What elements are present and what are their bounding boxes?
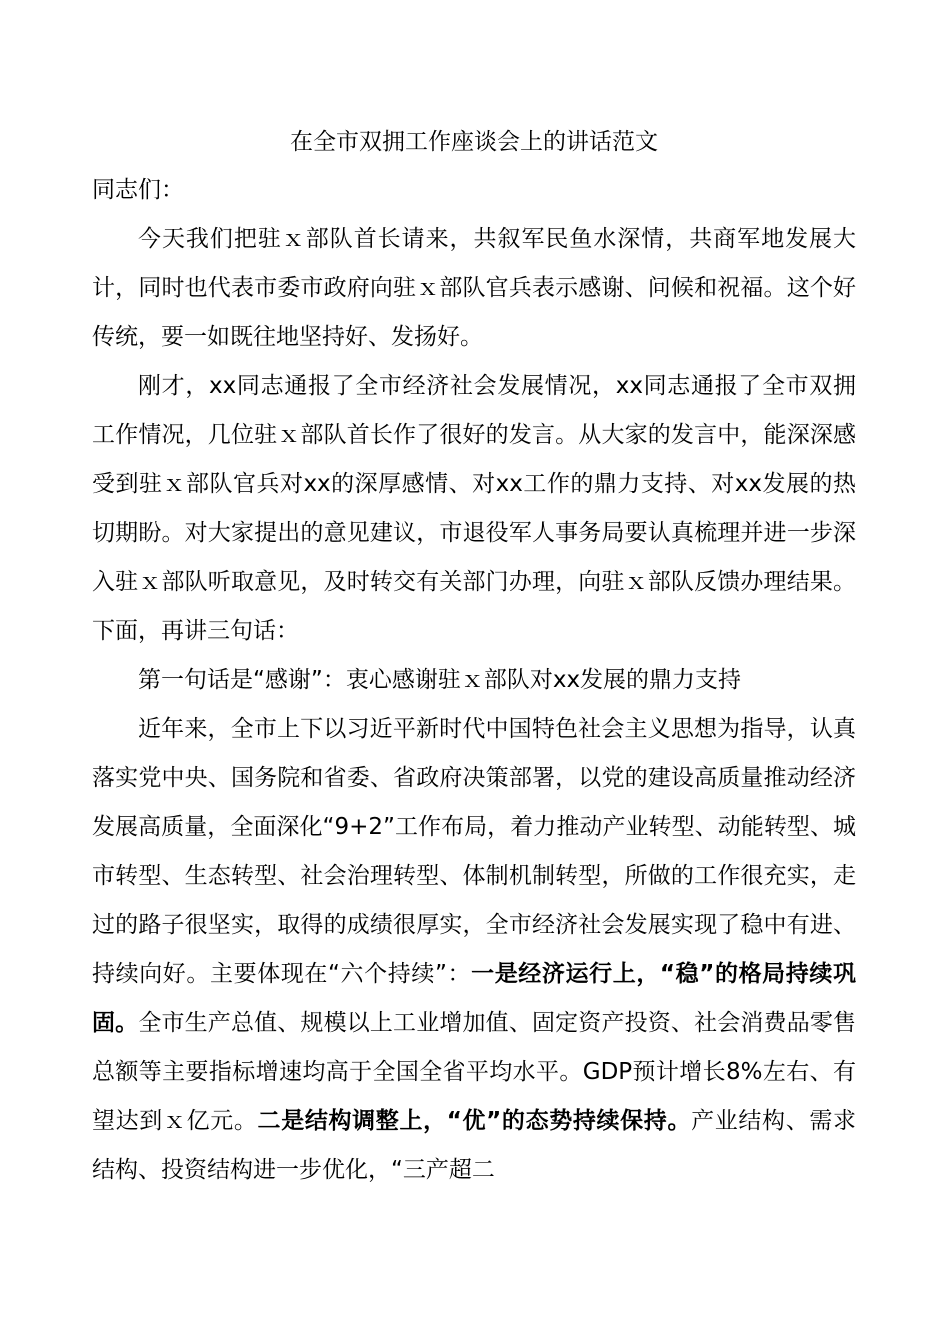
achievements-text-2: 全市生产总值、规模以上工业增加值、固定资产投资、社会消费品零售总额等主要指标增速均高于全国全省平均水平。GDP预计增长8%左右、有望达到ｘ亿元。 <box>92 1010 856 1134</box>
achievement-point-1: 一是经济运行上，“稳”的格局持续巩固。 <box>92 961 856 1036</box>
paragraph-achievements <box>92 705 856 1195</box>
achievements-text-3: 产业结构、需求结构、投资结构进一步优化，“三产超二 <box>92 1108 857 1183</box>
document-title: 在全市双拥工作座谈会上的讲话范文 <box>290 129 658 155</box>
achievement-point-2: 二是结构调整上，“优”的态势持续保持。 <box>257 1108 692 1134</box>
paragraph-intro: 今天我们把驻ｘ部队首长请来，共叙军民鱼水深情，共商军地发展大计，同时也代表市委市政府向驻ｘ部队官兵表示感谢、问候和祝福。这个好传统，要一如既往地坚持好、发扬好。 <box>92 226 856 350</box>
salutation: 同志们： <box>92 177 184 203</box>
achievements-text-1: 近年来，全市上下以习近平新时代中国特色社会主义思想为指导，认真落实党中央、国务院和省委、省政府决策部署，以党的建设高质量推动经济发展高质量，全面深化“9+2”工作布局，着力推动产业转型、动能转型、城市转型、生态转型、社会治理转型、体制机制转型，所做的工作很充实，走过的路子很坚实，取得的成绩很厚实，全市经济社会发展实现了稳中有进、持续向好。主要体现在“六个持续”： <box>92 716 856 987</box>
paragraph-reports: 刚才，xx同志通报了全市经济社会发展情况，xx同志通报了全市双拥工作情况，几位驻ｘ部队首长作了很好的发言。从大家的发言中，能深深感受到驻ｘ部队官兵对xx的深厚感情、对xx工作的鼎力支持、对xx发展的热切期盼。对大家提出的意见建议，市退役军人事务局要认真梳理并进一步深入驻ｘ部队听取意见，及时转交有关部门办理，向驻ｘ部队反馈办理结果。下面，再讲三句话： <box>92 373 856 644</box>
section-heading-thanks: 第一句话是“感谢”：衷心感谢驻ｘ部队对xx发展的鼎力支持 <box>138 667 742 693</box>
